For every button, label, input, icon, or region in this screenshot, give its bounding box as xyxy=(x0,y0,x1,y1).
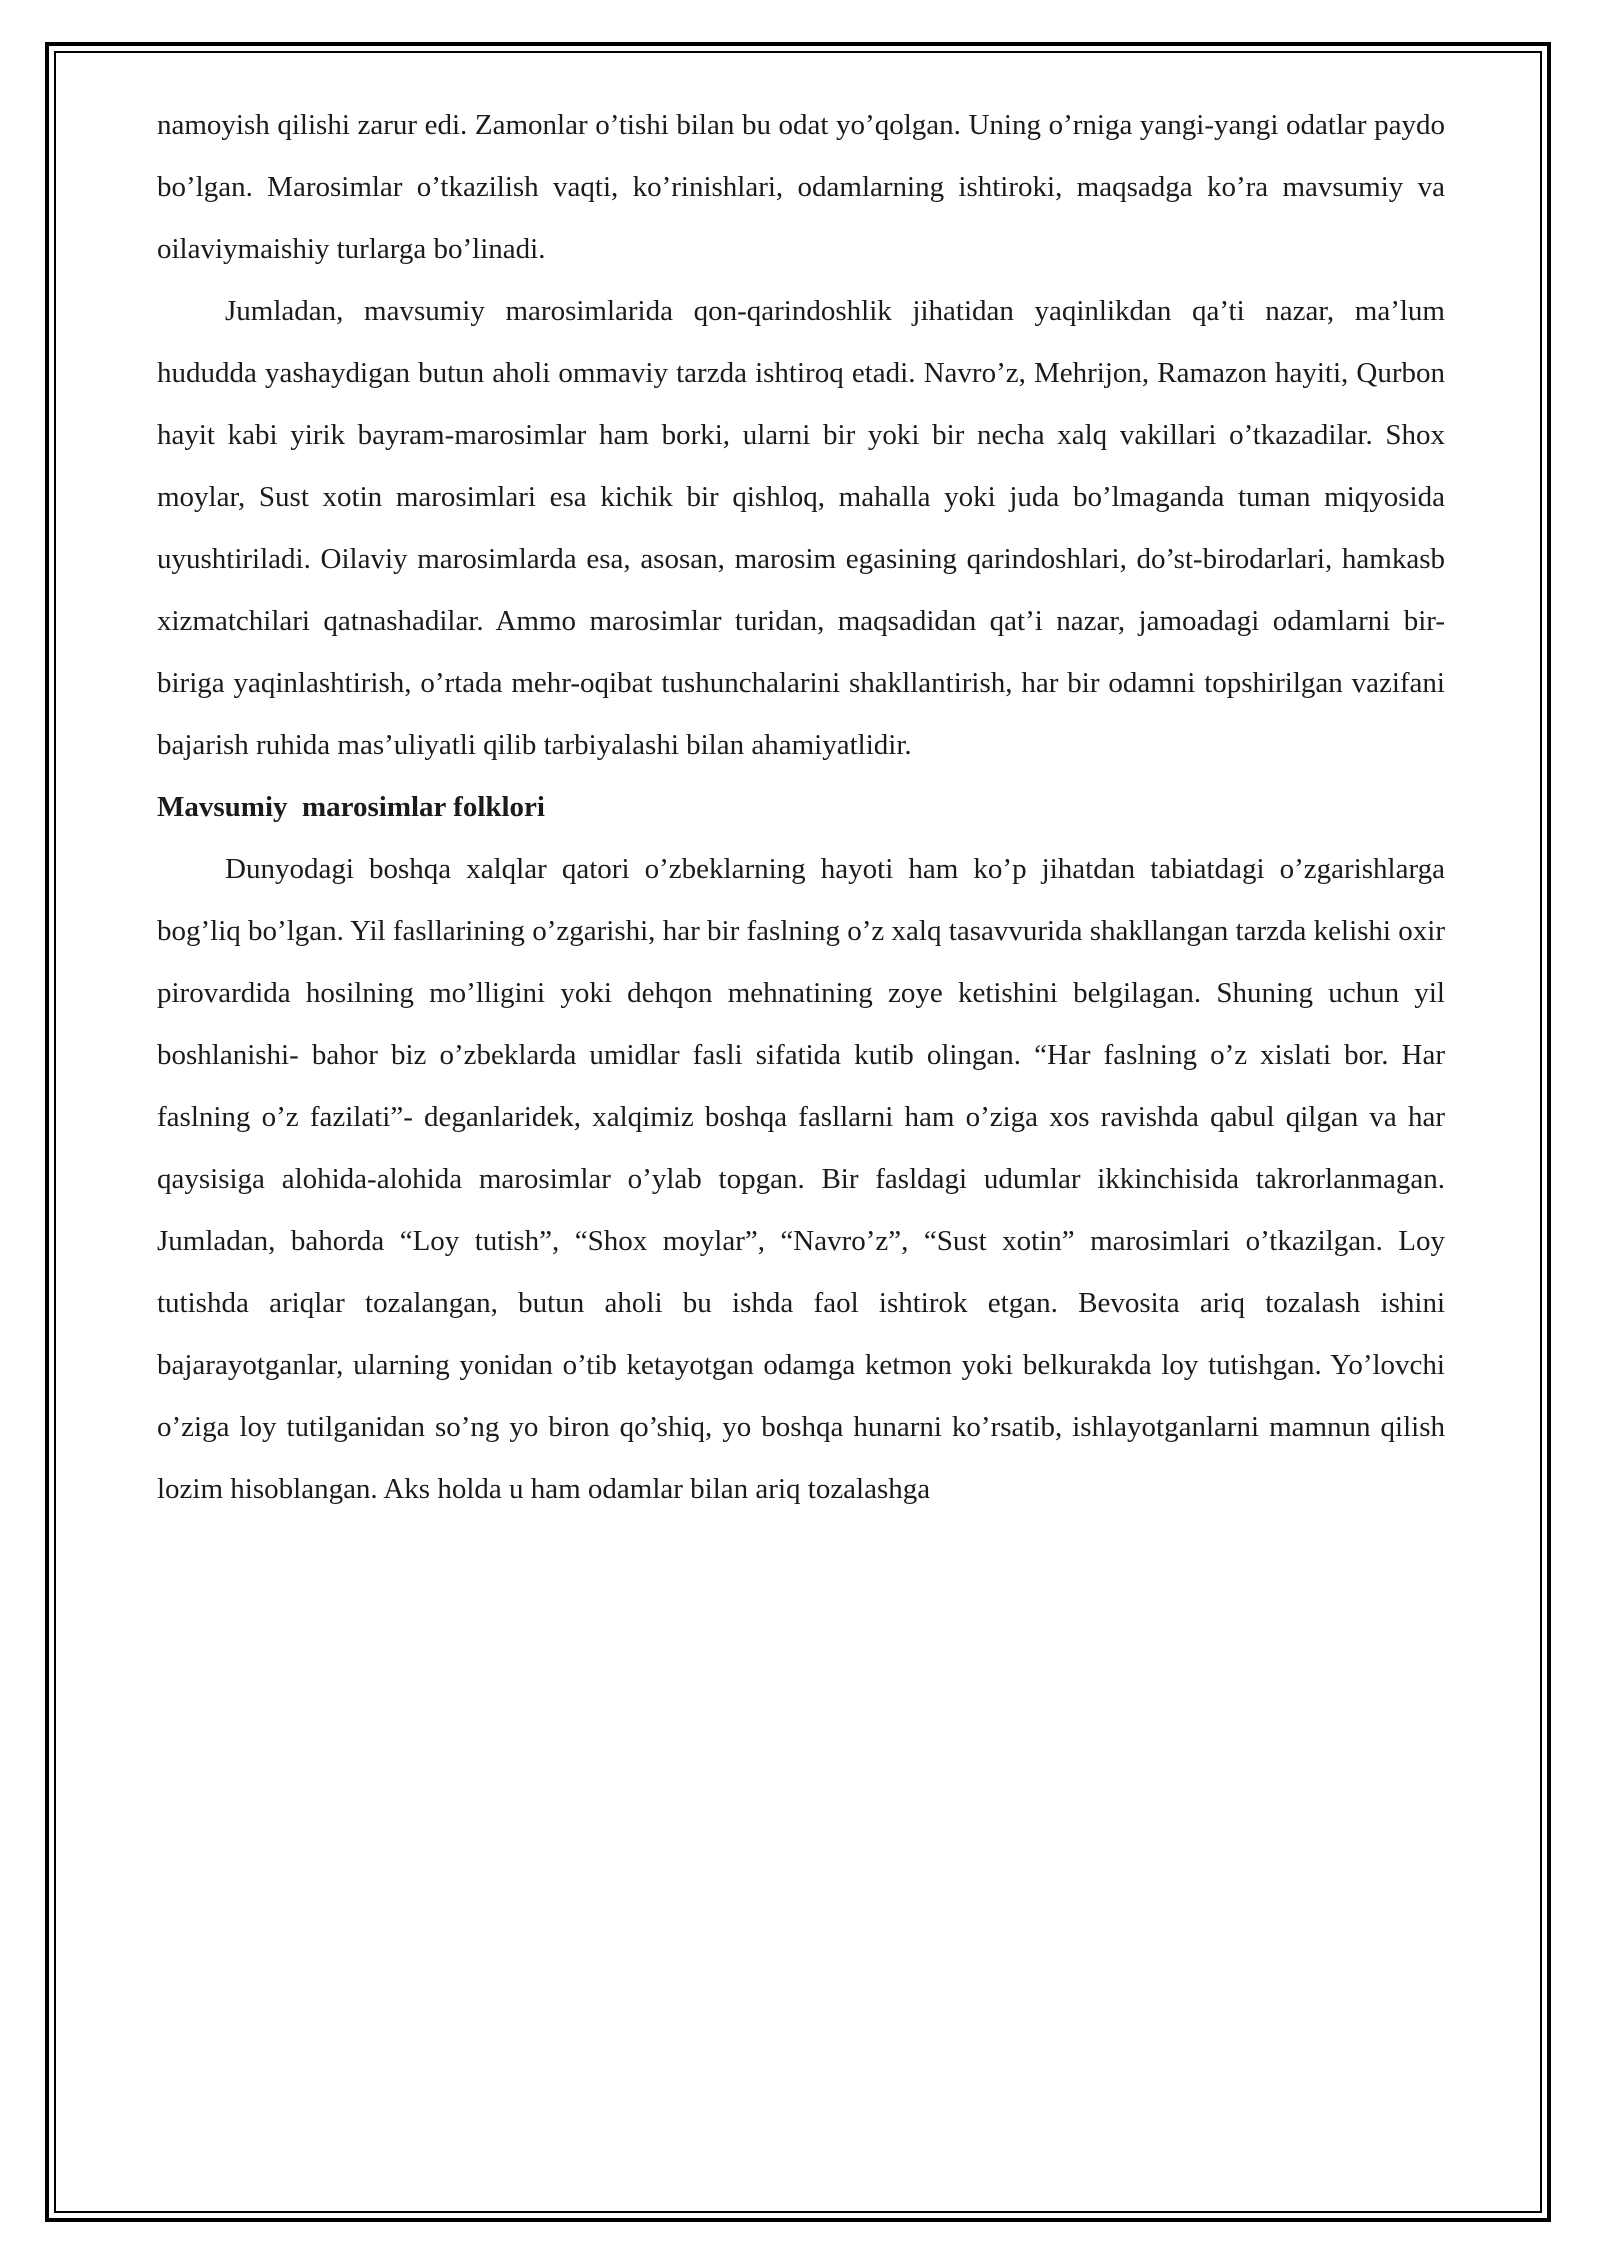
paragraph: Jumladan, mavsumiy marosimlarida qon-qarindoshlik jihatidan yaqinlikdan qa’ti nazar, ma’lum hududda yashaydigan butun aholi ommaviy tarzda ishtiroq etadi. Navro’z, Mehrijon, Ramazon hayiti, Qurbon hayit kabi yirik bayram-marosimlar ham borki, ularni bir yoki bir necha xalq vakillari o’tkazadilar. Shox moylar, Sust xotin marosimlari esa kichik bir qishloq, mahalla yoki juda bo’lmaganda tuman miqyosida uyushtiriladi. Oilaviy marosimlarda esa, asosan, marosim egasining qarindoshlari, do’st-birodarlari, hamkasb xizmatchilari qatnashadilar. Ammo marosimlar turidan, maqsadidan qat’i nazar, jamoadagi odamlarni bir-biriga yaqinlashtirish, o’rtada mehr-oqibat tushunchalarini shakllantirish, har bir odamni topshirilgan vazifani bajarish ruhida mas’uliyatli qilib tarbiyalashi bilan ahamiyatlidir. xyxy=(157,295,1445,761)
section-heading: Mavsumiy marosimlar folklori xyxy=(157,791,545,823)
paragraph: namoyish qilishi zarur edi. Zamonlar o’tishi bilan bu odat yo’qolgan. Uning o’rniga yangi-yangi odatlar paydo bo’lgan. Marosimlar o’tkazilish vaqti, ko’rinishlari, odamlarning ishtiroki, maqsadga ko’ra mavsumiy va oilaviymaishiy turlarga bo’linadi. xyxy=(157,109,1445,265)
document-body xyxy=(157,94,1445,1520)
paragraph: Dunyodagi boshqa xalqlar qatori o’zbeklarning hayoti ham ko’p jihatdan tabiatdagi o’zgarishlarga bog’liq bo’lgan. Yil fasllarining o’zgarishi, har bir faslning o’z xalq tasavvurida shakllangan tarzda kelishi oxir pirovardida hosilning mo’lligini yoki dehqon mehnatining zoye ketishini belgilagan. Shuning uchun yil boshlanishi- bahor biz o’zbeklarda umidlar fasli sifatida kutib olingan. “Har faslning o’z xislati bor. Har faslning o’z fazilati”- deganlaridek, xalqimiz boshqa fasllarni ham o’ziga xos ravishda qabul qilgan va har qaysisiga alohida-alohida marosimlar o’ylab topgan. Bir fasldagi udumlar ikkinchisida takrorlanmagan. Jumladan, bahorda “Loy tutish”, “Shox moylar”, “Navro’z”, “Sust xotin” marosimlari o’tkazilgan. Loy tutishda ariqlar tozalangan, butun aholi bu ishda faol ishtirok etgan. Bevosita ariq tozalash ishini bajarayotganlar, ularning yonidan o’tib ketayotgan odamga ketmon yoki belkurakda loy tutishgan. Yo’lovchi o’ziga loy tutilganidan so’ng yo biron qo’shiq, yo boshqa hunarni ko’rsatib, ishlayotganlarni mamnun qilish lozim hisoblangan. Aks holda u ham odamlar bilan ariq tozalashga xyxy=(157,853,1445,1505)
